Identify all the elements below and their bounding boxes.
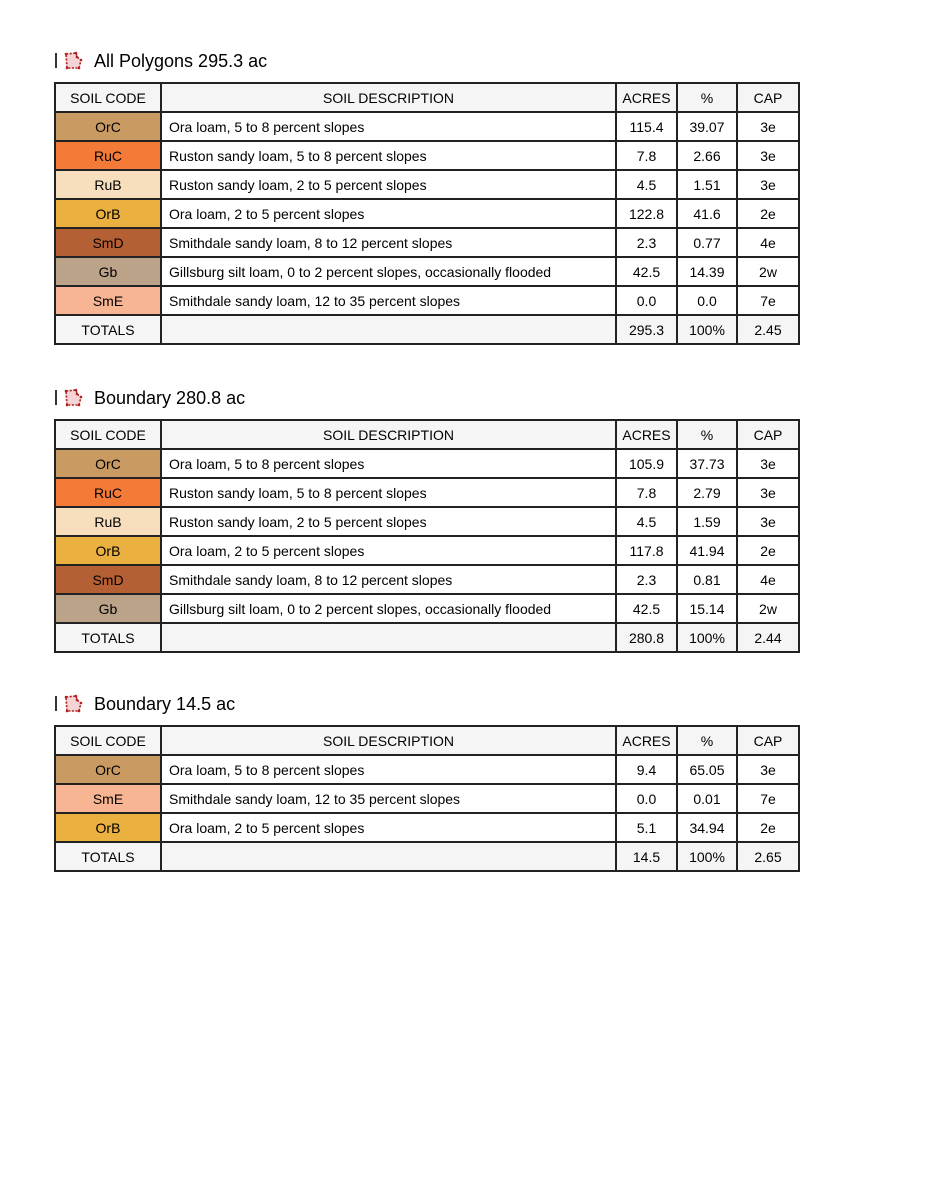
totals-row bbox=[55, 315, 799, 344]
table-header-row bbox=[55, 726, 799, 755]
header-percent: % bbox=[677, 83, 737, 112]
soil-description-cell: Gillsburg silt loam, 0 to 2 percent slopes, occasionally flooded bbox=[161, 594, 616, 623]
percent-cell: 41.6 bbox=[677, 199, 737, 228]
table-row bbox=[55, 199, 799, 228]
soil-section-3 bbox=[54, 689, 798, 865]
table-row bbox=[55, 507, 799, 536]
table-row bbox=[55, 755, 799, 784]
cap-cell: 7e bbox=[737, 286, 799, 315]
soil-description-cell: Smithdale sandy loam, 8 to 12 percent slopes bbox=[161, 565, 616, 594]
soil-description-cell: Ora loam, 5 to 8 percent slopes bbox=[161, 755, 616, 784]
percent-cell: 39.07 bbox=[677, 112, 737, 141]
soil-description-cell: Ora loam, 2 to 5 percent slopes bbox=[161, 536, 616, 565]
acres-cell: 117.8 bbox=[616, 536, 677, 565]
header-percent: % bbox=[677, 726, 737, 755]
totals-cap: 2.44 bbox=[737, 623, 799, 652]
acres-cell: 0.0 bbox=[616, 784, 677, 813]
totals-row bbox=[55, 842, 799, 871]
soil-code-cell: RuB bbox=[55, 170, 161, 199]
title-divider bbox=[55, 53, 57, 68]
cap-cell: 3e bbox=[737, 507, 799, 536]
table-row bbox=[55, 286, 799, 315]
totals-percent: 100% bbox=[677, 842, 737, 871]
table-row bbox=[55, 257, 799, 286]
soil-code-cell: SmD bbox=[55, 228, 161, 257]
percent-cell: 41.94 bbox=[677, 536, 737, 565]
percent-cell: 14.39 bbox=[677, 257, 737, 286]
percent-cell: 0.81 bbox=[677, 565, 737, 594]
cap-cell: 3e bbox=[737, 112, 799, 141]
soil-code-cell: OrC bbox=[55, 449, 161, 478]
percent-cell: 0.77 bbox=[677, 228, 737, 257]
soil-code-cell: OrB bbox=[55, 813, 161, 842]
percent-cell: 2.79 bbox=[677, 478, 737, 507]
percent-cell: 65.05 bbox=[677, 755, 737, 784]
header-soil-description: SOIL DESCRIPTION bbox=[161, 83, 616, 112]
header-percent: % bbox=[677, 420, 737, 449]
soil-section-2 bbox=[54, 383, 798, 646]
table-row bbox=[55, 784, 799, 813]
soil-description-cell: Ruston sandy loam, 2 to 5 percent slopes bbox=[161, 170, 616, 199]
table-row bbox=[55, 594, 799, 623]
header-cap: CAP bbox=[737, 420, 799, 449]
acres-cell: 0.0 bbox=[616, 286, 677, 315]
totals-label: TOTALS bbox=[55, 842, 161, 871]
cap-cell: 2w bbox=[737, 257, 799, 286]
table-header-row bbox=[55, 420, 799, 449]
header-soil-description: SOIL DESCRIPTION bbox=[161, 726, 616, 755]
acres-cell: 9.4 bbox=[616, 755, 677, 784]
percent-cell: 34.94 bbox=[677, 813, 737, 842]
table-header-row bbox=[55, 83, 799, 112]
soil-description-cell: Ora loam, 2 to 5 percent slopes bbox=[161, 199, 616, 228]
header-acres: ACRES bbox=[616, 726, 677, 755]
acres-cell: 122.8 bbox=[616, 199, 677, 228]
cap-cell: 3e bbox=[737, 141, 799, 170]
header-acres: ACRES bbox=[616, 420, 677, 449]
percent-cell: 0.0 bbox=[677, 286, 737, 315]
soil-code-cell: OrB bbox=[55, 536, 161, 565]
polygon-icon bbox=[63, 51, 83, 70]
soil-description-cell: Ora loam, 5 to 8 percent slopes bbox=[161, 449, 616, 478]
soil-section-1 bbox=[54, 46, 798, 338]
cap-cell: 2e bbox=[737, 813, 799, 842]
soil-table bbox=[54, 82, 800, 345]
cap-cell: 3e bbox=[737, 478, 799, 507]
soil-code-cell: SmE bbox=[55, 784, 161, 813]
table-row bbox=[55, 536, 799, 565]
cap-cell: 2e bbox=[737, 199, 799, 228]
totals-label: TOTALS bbox=[55, 623, 161, 652]
header-soil-code: SOIL CODE bbox=[55, 83, 161, 112]
table-row bbox=[55, 141, 799, 170]
percent-cell: 37.73 bbox=[677, 449, 737, 478]
table-row bbox=[55, 228, 799, 257]
header-soil-code: SOIL CODE bbox=[55, 420, 161, 449]
section-title: All Polygons 295.3 ac bbox=[94, 51, 268, 71]
header-cap: CAP bbox=[737, 83, 799, 112]
acres-cell: 42.5 bbox=[616, 594, 677, 623]
acres-cell: 4.5 bbox=[616, 507, 677, 536]
acres-cell: 7.8 bbox=[616, 141, 677, 170]
section-header bbox=[54, 689, 798, 721]
acres-cell: 4.5 bbox=[616, 170, 677, 199]
soil-code-cell: Gb bbox=[55, 594, 161, 623]
percent-cell: 1.59 bbox=[677, 507, 737, 536]
cap-cell: 3e bbox=[737, 449, 799, 478]
totals-percent: 100% bbox=[677, 315, 737, 344]
soil-description-cell: Ruston sandy loam, 5 to 8 percent slopes bbox=[161, 478, 616, 507]
table-row bbox=[55, 813, 799, 842]
soil-code-cell: OrB bbox=[55, 199, 161, 228]
soil-code-cell: OrC bbox=[55, 112, 161, 141]
totals-acres: 295.3 bbox=[616, 315, 677, 344]
acres-cell: 2.3 bbox=[616, 565, 677, 594]
title-divider bbox=[55, 390, 57, 405]
totals-acres: 14.5 bbox=[616, 842, 677, 871]
soil-code-cell: OrC bbox=[55, 755, 161, 784]
soil-description-cell: Ruston sandy loam, 5 to 8 percent slopes bbox=[161, 141, 616, 170]
cap-cell: 4e bbox=[737, 228, 799, 257]
totals-row bbox=[55, 623, 799, 652]
header-soil-code: SOIL CODE bbox=[55, 726, 161, 755]
percent-cell: 2.66 bbox=[677, 141, 737, 170]
percent-cell: 1.51 bbox=[677, 170, 737, 199]
acres-cell: 5.1 bbox=[616, 813, 677, 842]
cap-cell: 3e bbox=[737, 170, 799, 199]
soil-description-cell: Smithdale sandy loam, 8 to 12 percent slopes bbox=[161, 228, 616, 257]
soil-description-cell: Smithdale sandy loam, 12 to 35 percent slopes bbox=[161, 286, 616, 315]
soil-description-cell: Smithdale sandy loam, 12 to 35 percent slopes bbox=[161, 784, 616, 813]
totals-cap: 2.65 bbox=[737, 842, 799, 871]
percent-cell: 15.14 bbox=[677, 594, 737, 623]
soil-code-cell: SmE bbox=[55, 286, 161, 315]
table-row bbox=[55, 170, 799, 199]
title-divider bbox=[55, 696, 57, 711]
acres-cell: 105.9 bbox=[616, 449, 677, 478]
acres-cell: 2.3 bbox=[616, 228, 677, 257]
totals-description-empty bbox=[161, 623, 616, 652]
header-acres: ACRES bbox=[616, 83, 677, 112]
section-title: Boundary 14.5 ac bbox=[94, 694, 236, 714]
table-row bbox=[55, 478, 799, 507]
cap-cell: 7e bbox=[737, 784, 799, 813]
cap-cell: 3e bbox=[737, 755, 799, 784]
soil-code-cell: SmD bbox=[55, 565, 161, 594]
soil-code-cell: RuB bbox=[55, 507, 161, 536]
soil-table bbox=[54, 419, 800, 653]
totals-label: TOTALS bbox=[55, 315, 161, 344]
cap-cell: 2w bbox=[737, 594, 799, 623]
cap-cell: 4e bbox=[737, 565, 799, 594]
totals-description-empty bbox=[161, 315, 616, 344]
acres-cell: 42.5 bbox=[616, 257, 677, 286]
soil-description-cell: Ora loam, 2 to 5 percent slopes bbox=[161, 813, 616, 842]
section-header bbox=[54, 46, 798, 78]
table-row bbox=[55, 449, 799, 478]
soil-description-cell: Ruston sandy loam, 2 to 5 percent slopes bbox=[161, 507, 616, 536]
percent-cell: 0.01 bbox=[677, 784, 737, 813]
soil-code-cell: Gb bbox=[55, 257, 161, 286]
header-soil-description: SOIL DESCRIPTION bbox=[161, 420, 616, 449]
soil-code-cell: RuC bbox=[55, 141, 161, 170]
soil-code-cell: RuC bbox=[55, 478, 161, 507]
polygon-icon bbox=[63, 694, 83, 713]
section-title: Boundary 280.8 ac bbox=[94, 388, 246, 408]
totals-acres: 280.8 bbox=[616, 623, 677, 652]
soil-description-cell: Gillsburg silt loam, 0 to 2 percent slopes, occasionally flooded bbox=[161, 257, 616, 286]
table-row bbox=[55, 112, 799, 141]
acres-cell: 7.8 bbox=[616, 478, 677, 507]
header-cap: CAP bbox=[737, 726, 799, 755]
polygon-icon bbox=[63, 388, 83, 407]
totals-percent: 100% bbox=[677, 623, 737, 652]
section-header bbox=[54, 383, 798, 415]
cap-cell: 2e bbox=[737, 536, 799, 565]
soil-table bbox=[54, 725, 800, 872]
table-row bbox=[55, 565, 799, 594]
totals-description-empty bbox=[161, 842, 616, 871]
totals-cap: 2.45 bbox=[737, 315, 799, 344]
acres-cell: 115.4 bbox=[616, 112, 677, 141]
soil-description-cell: Ora loam, 5 to 8 percent slopes bbox=[161, 112, 616, 141]
